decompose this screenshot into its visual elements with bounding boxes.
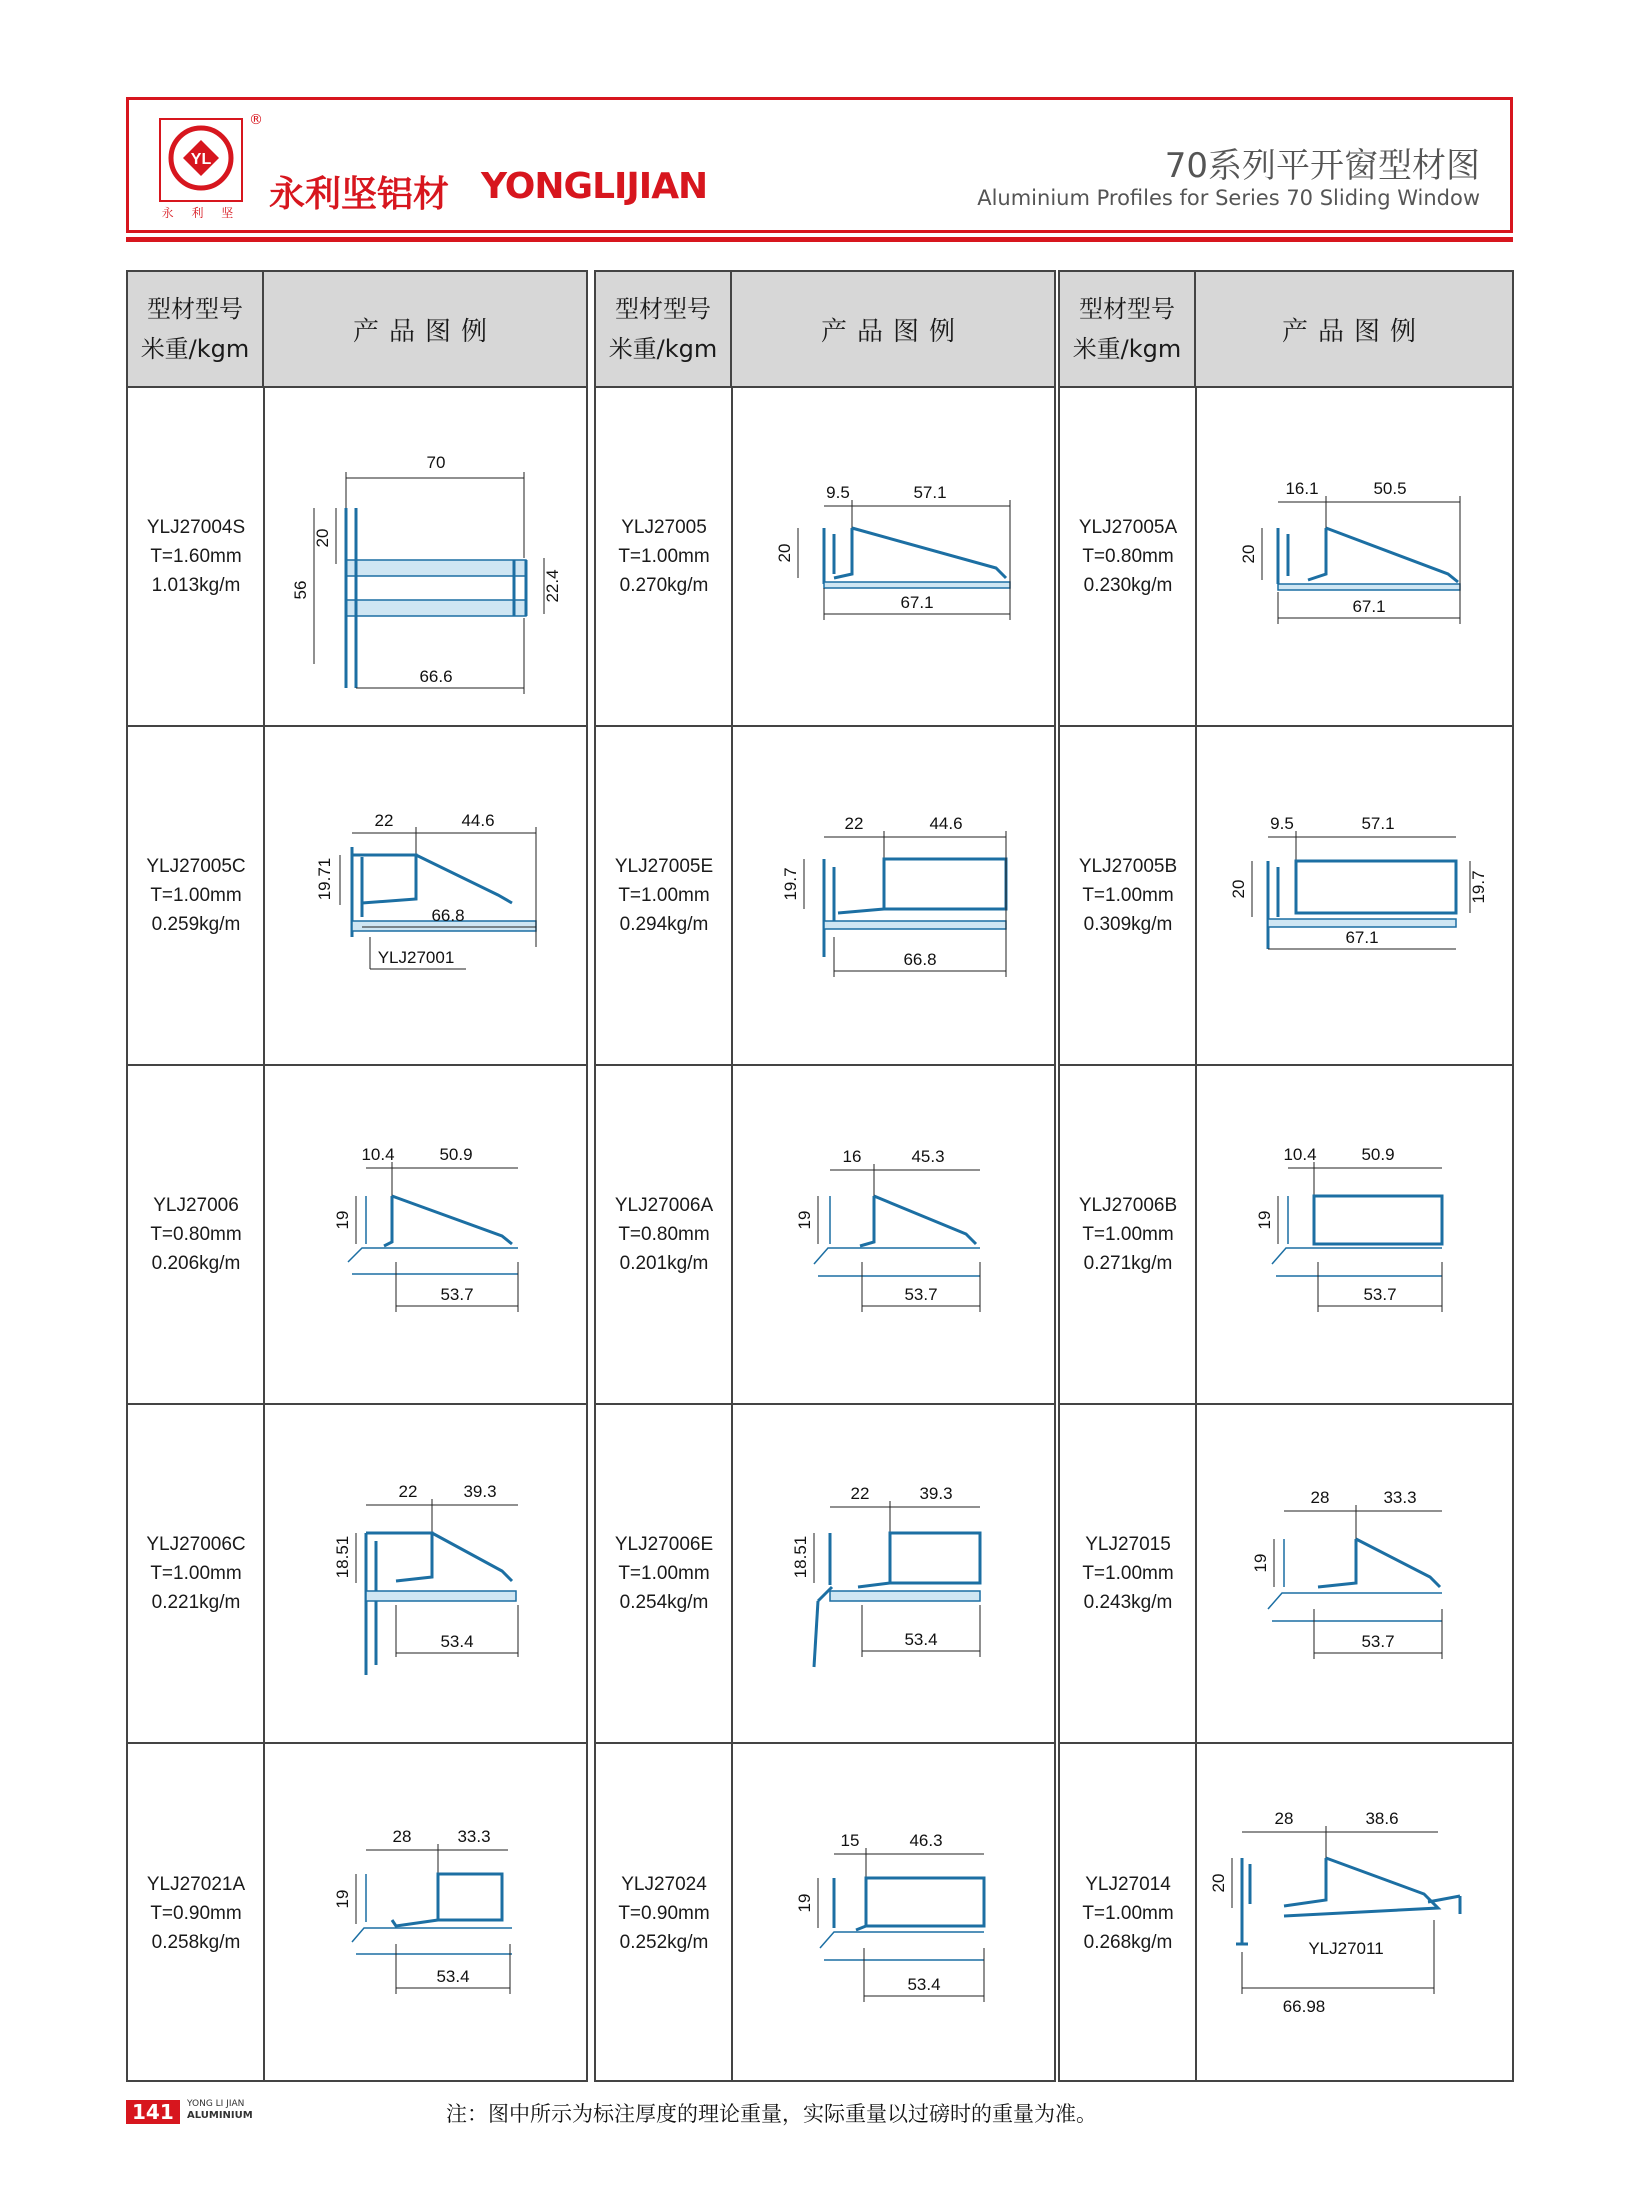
svg-text:56: 56: [291, 580, 310, 600]
svg-text:10.4: 10.4: [1283, 1145, 1317, 1164]
profile-weight: 0.259kg/m: [151, 914, 241, 935]
profile-drawing: [266, 1405, 586, 1742]
profile-code: YLJ27005E: [614, 856, 714, 877]
svg-text:66.6: 66.6: [419, 667, 453, 686]
profile-drawing: [734, 1744, 1054, 2083]
profile-info: [128, 1744, 264, 2083]
profile-thickness: T=1.00mm: [618, 546, 710, 567]
profile-row: [596, 1405, 1054, 1744]
profile-row: [1060, 1066, 1512, 1405]
svg-text:53.7: 53.7: [904, 1285, 938, 1304]
svg-text:YLJ27001: YLJ27001: [377, 948, 455, 967]
svg-text:19.71: 19.71: [315, 857, 334, 901]
profile-row: [596, 1066, 1054, 1405]
svg-text:19: 19: [333, 1889, 352, 1909]
header-rule: [126, 237, 1513, 242]
profile-diagram: [266, 1066, 588, 1405]
profile-info: [1060, 1744, 1196, 2083]
svg-text:19.7: 19.7: [781, 867, 800, 901]
profile-thickness: T=0.80mm: [618, 1224, 710, 1245]
footer-brand: [187, 2098, 253, 2122]
profile-row: [1060, 1405, 1512, 1744]
profile-code: YLJ27004S: [146, 517, 246, 538]
profile-drawing: [1198, 1405, 1512, 1742]
profile-info: [128, 388, 264, 725]
column-header: [596, 272, 1054, 388]
brand-name-en: YONGLIJIAN: [481, 166, 708, 207]
profile-drawing: [1198, 1744, 1512, 2083]
profile-thickness: T=1.00mm: [618, 1563, 710, 1584]
code-weight-header: [596, 272, 732, 386]
profile-drawing: [266, 388, 586, 725]
drawing-header: 产品图例: [820, 316, 965, 347]
profile-info: [1060, 388, 1196, 725]
profile-info: [596, 1405, 732, 1742]
footer-brand-line1: YONG LI JIAN: [187, 2099, 245, 2109]
svg-text:19: 19: [1255, 1210, 1274, 1230]
svg-text:20: 20: [1239, 544, 1258, 564]
svg-text:53.4: 53.4: [440, 1632, 474, 1651]
svg-text:19: 19: [1251, 1553, 1270, 1573]
svg-text:46.3: 46.3: [909, 1831, 943, 1850]
profile-thickness: T=1.60mm: [150, 546, 242, 567]
profile-row: [1060, 1744, 1512, 2083]
profile-drawing: [734, 1066, 1054, 1403]
svg-text:67.1: 67.1: [900, 593, 934, 612]
svg-text:28: 28: [1274, 1809, 1294, 1828]
profile-row: [1060, 388, 1512, 727]
code-label: 型材型号: [147, 295, 243, 323]
svg-text:19: 19: [333, 1210, 352, 1230]
svg-text:66.8: 66.8: [903, 950, 937, 969]
svg-text:39.3: 39.3: [919, 1484, 953, 1503]
profile-weight: 0.294kg/m: [619, 914, 709, 935]
svg-text:50.9: 50.9: [1361, 1145, 1395, 1164]
profile-column-1: [126, 270, 588, 2082]
svg-text:28: 28: [1310, 1488, 1330, 1507]
profile-code: YLJ27006B: [1078, 1195, 1178, 1216]
profile-code: YLJ27005C: [146, 856, 246, 877]
svg-text:70: 70: [426, 453, 446, 472]
profile-diagram: [1198, 1744, 1514, 2083]
profile-row: [128, 1066, 586, 1405]
profile-diagram: [1198, 1066, 1514, 1405]
svg-text:22.4: 22.4: [543, 569, 562, 603]
profile-info: [128, 727, 264, 1064]
svg-text:9.5: 9.5: [826, 483, 850, 502]
profile-column-3: [1058, 270, 1514, 2082]
page-title-cn: 70系列平开窗型材图: [1164, 146, 1480, 186]
profile-diagram: [734, 727, 1056, 1066]
svg-text:18.51: 18.51: [791, 1535, 810, 1579]
profile-row: [128, 1405, 586, 1744]
svg-text:57.1: 57.1: [913, 483, 947, 502]
profile-thickness: T=1.00mm: [150, 885, 242, 906]
svg-text:YLJ27011: YLJ27011: [1308, 1939, 1384, 1958]
svg-text:16.1: 16.1: [1285, 479, 1319, 498]
profile-drawing: [734, 1405, 1054, 1742]
profile-column-2: [594, 270, 1056, 2082]
profile-thickness: T=0.80mm: [1082, 546, 1174, 567]
weight-label: 米重/kgm: [140, 335, 250, 363]
svg-text:66.98: 66.98: [1282, 1997, 1326, 2016]
svg-text:50.5: 50.5: [1373, 479, 1407, 498]
profile-info: [1060, 727, 1196, 1064]
profile-drawing: [734, 388, 1054, 725]
profile-weight: 0.230kg/m: [1083, 575, 1173, 596]
profile-thickness: T=1.00mm: [1082, 1563, 1174, 1584]
brand-logo: [159, 118, 243, 202]
profile-diagram: [1198, 1405, 1514, 1744]
svg-text:20: 20: [313, 528, 332, 548]
weight-label: 米重/kgm: [1072, 335, 1182, 363]
svg-text:53.7: 53.7: [1361, 1632, 1395, 1651]
profile-diagram: [266, 727, 588, 1066]
profile-drawing: [266, 1066, 586, 1403]
column-header: [128, 272, 586, 388]
profile-drawing: [734, 727, 1054, 1064]
profile-info: [596, 727, 732, 1064]
svg-text:53.4: 53.4: [436, 1967, 470, 1986]
svg-text:20: 20: [1229, 879, 1248, 899]
svg-text:38.6: 38.6: [1365, 1809, 1399, 1828]
svg-text:YL: YL: [190, 151, 212, 168]
profile-code: YLJ27014: [1085, 1874, 1171, 1895]
profile-row: [128, 727, 586, 1066]
profile-thickness: T=0.90mm: [150, 1903, 242, 1924]
page-number: 141: [126, 2100, 180, 2124]
profile-drawing: [266, 727, 586, 1064]
svg-text:66.8: 66.8: [431, 906, 465, 925]
svg-text:22: 22: [850, 1484, 870, 1503]
profile-code: YLJ27006: [153, 1195, 239, 1216]
svg-text:53.4: 53.4: [907, 1975, 941, 1994]
profile-diagram: [1198, 388, 1514, 727]
drawing-header: 产品图例: [352, 316, 497, 347]
logo-icon: [161, 120, 241, 200]
profile-code: YLJ27006A: [614, 1195, 714, 1216]
svg-text:44.6: 44.6: [461, 811, 495, 830]
profile-code: YLJ27005A: [1078, 517, 1178, 538]
svg-text:39.3: 39.3: [463, 1482, 497, 1501]
code-weight-header: [128, 272, 264, 386]
profile-weight: 0.201kg/m: [619, 1253, 709, 1274]
profile-row: [1060, 727, 1512, 1066]
page-header: [126, 97, 1513, 233]
svg-text:22: 22: [844, 814, 864, 833]
profile-weight: 0.254kg/m: [619, 1592, 709, 1613]
profile-weight: 0.268kg/m: [1083, 1932, 1173, 1953]
profile-weight: 0.221kg/m: [151, 1592, 241, 1613]
profile-weight: 0.309kg/m: [1083, 914, 1173, 935]
profile-info: [1060, 1405, 1196, 1742]
profile-diagram: [734, 1744, 1056, 2083]
svg-text:53.7: 53.7: [1363, 1285, 1397, 1304]
profile-weight: 0.206kg/m: [151, 1253, 241, 1274]
svg-text:19: 19: [795, 1210, 814, 1230]
profile-diagram: [734, 1405, 1056, 1744]
svg-text:19.7: 19.7: [1469, 870, 1488, 904]
registered-mark: ®: [249, 112, 263, 128]
profile-diagram: [1198, 727, 1514, 1066]
svg-text:67.1: 67.1: [1352, 597, 1386, 616]
profile-row: [128, 388, 586, 727]
footer-note: 注：图中所示为标注厚度的理论重量，实际重量以过磅时的重量为准。: [446, 2102, 1097, 2126]
profile-thickness: T=0.90mm: [618, 1903, 710, 1924]
svg-text:44.6: 44.6: [929, 814, 963, 833]
svg-text:20: 20: [775, 543, 794, 563]
profile-weight: 0.252kg/m: [619, 1932, 709, 1953]
svg-text:57.1: 57.1: [1361, 814, 1395, 833]
svg-text:15: 15: [840, 1831, 860, 1850]
svg-text:53.7: 53.7: [440, 1285, 474, 1304]
profile-thickness: T=1.00mm: [1082, 1903, 1174, 1924]
brand-name-cn: 永利坚铝材: [269, 174, 450, 215]
profile-diagram: [266, 388, 588, 727]
profile-diagram: [734, 388, 1056, 727]
svg-text:33.3: 33.3: [457, 1827, 491, 1846]
code-weight-header: [1060, 272, 1196, 386]
profile-weight: 0.270kg/m: [619, 575, 709, 596]
profile-code: YLJ27005B: [1078, 856, 1178, 877]
profile-thickness: T=1.00mm: [1082, 1224, 1174, 1245]
svg-text:20: 20: [1209, 1873, 1228, 1893]
svg-text:67.1: 67.1: [1345, 928, 1379, 947]
profile-weight: 0.258kg/m: [151, 1932, 241, 1953]
footer-brand-line2: ALUMINIUM: [187, 2110, 253, 2121]
profile-drawing: [1198, 727, 1512, 1064]
profile-weight: 1.013kg/m: [151, 575, 241, 596]
profile-row: [596, 727, 1054, 1066]
weight-label: 米重/kgm: [608, 335, 718, 363]
svg-text:9.5: 9.5: [1270, 814, 1294, 833]
profile-drawing: [1198, 1066, 1512, 1403]
code-label: 型材型号: [615, 295, 711, 323]
svg-text:22: 22: [398, 1482, 418, 1501]
profile-code: YLJ27024: [621, 1874, 707, 1895]
profile-code: YLJ27006E: [614, 1534, 714, 1555]
profile-code: YLJ27006C: [146, 1534, 246, 1555]
profile-row: [596, 1744, 1054, 2083]
svg-text:33.3: 33.3: [1383, 1488, 1417, 1507]
profile-thickness: T=0.80mm: [150, 1224, 242, 1245]
profile-code: YLJ27021A: [146, 1874, 246, 1895]
profile-drawing: [1198, 388, 1512, 725]
column-header: [1060, 272, 1512, 388]
profile-code: YLJ27015: [1085, 1534, 1171, 1555]
svg-text:18.51: 18.51: [333, 1535, 352, 1579]
profile-diagram: [266, 1405, 588, 1744]
profile-info: [1060, 1066, 1196, 1403]
code-label: 型材型号: [1079, 295, 1175, 323]
profile-diagram: [266, 1744, 588, 2083]
svg-text:10.4: 10.4: [361, 1145, 395, 1164]
svg-text:22: 22: [374, 811, 394, 830]
logo-subtitle: 永 利 坚: [161, 206, 241, 220]
profile-thickness: T=1.00mm: [618, 885, 710, 906]
profile-diagram: [734, 1066, 1056, 1405]
svg-text:28: 28: [392, 1827, 412, 1846]
profile-thickness: T=1.00mm: [150, 1563, 242, 1584]
svg-text:16: 16: [842, 1147, 862, 1166]
profile-row: [596, 388, 1054, 727]
profile-info: [596, 1744, 732, 2083]
svg-text:45.3: 45.3: [911, 1147, 945, 1166]
profile-info: [596, 1066, 732, 1403]
svg-text:50.9: 50.9: [439, 1145, 473, 1164]
drawing-header: 产品图例: [1281, 316, 1426, 347]
svg-text:53.4: 53.4: [904, 1630, 938, 1649]
profile-thickness: T=1.00mm: [1082, 885, 1174, 906]
profile-weight: 0.271kg/m: [1083, 1253, 1173, 1274]
page-title-en: Aluminium Profiles for Series 70 Sliding Window: [977, 186, 1480, 210]
profile-drawing: [266, 1744, 586, 2083]
profile-code: YLJ27005: [621, 517, 707, 538]
svg-text:19: 19: [795, 1893, 814, 1913]
profile-info: [128, 1066, 264, 1403]
profile-row: [128, 1744, 586, 2083]
profile-info: [596, 388, 732, 725]
profile-weight: 0.243kg/m: [1083, 1592, 1173, 1613]
profile-info: [128, 1405, 264, 1742]
